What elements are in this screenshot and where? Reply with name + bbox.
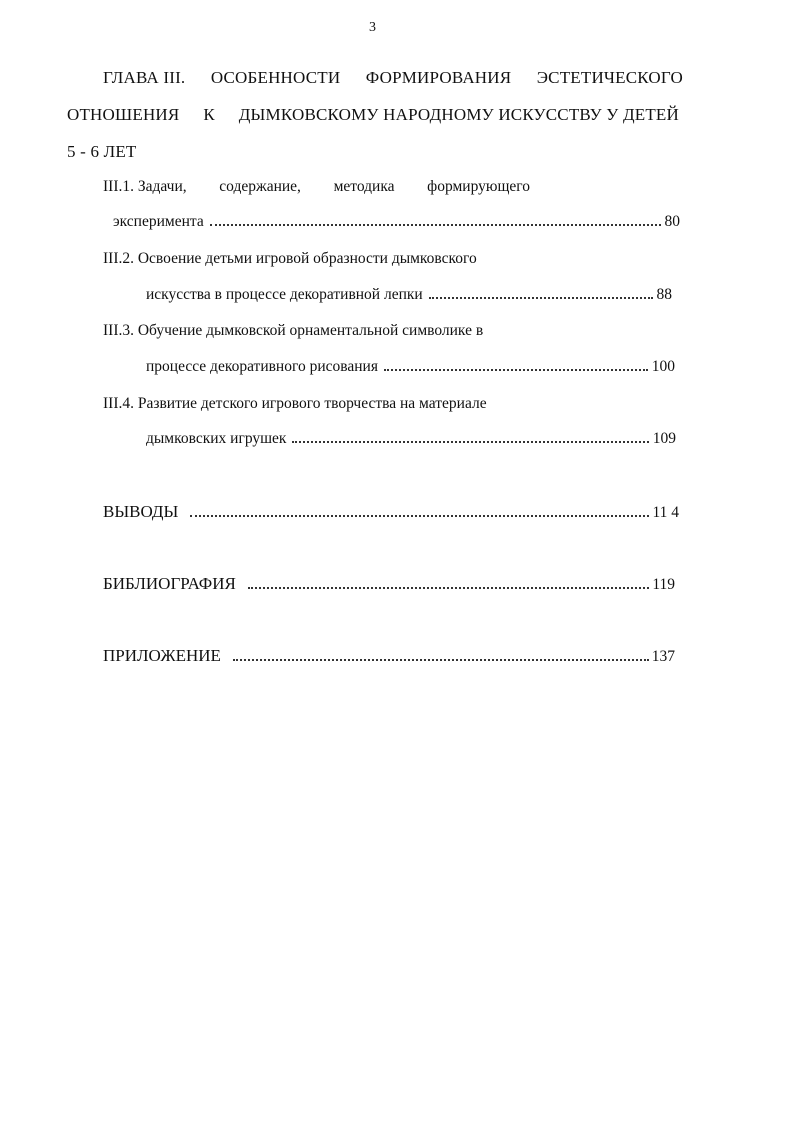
chapter-heading-line-3: 5 - 6 ЛЕТ: [67, 142, 137, 161]
dot-leader: [292, 440, 648, 443]
toc-continuation-text: процессе декоративного рисования: [146, 358, 378, 375]
toc-entry-title: III.4. Развитие детского игрового творчества на материале: [103, 395, 487, 412]
toc-continuation-text: дымковских игрушек: [146, 430, 287, 447]
toc-entry-continuation: [146, 286, 672, 304]
toc-major-entry-bibliography: [103, 574, 675, 594]
chapter-word: ДЫМКОВСКОМУ НАРОДНОМУ ИСКУССТВУ У ДЕТЕЙ: [238, 105, 679, 124]
chapter-word: К: [203, 105, 215, 124]
toc-major-entry-conclusions: [103, 502, 679, 522]
toc-title-word: III.1. Задачи,: [103, 178, 187, 195]
toc-major-label: ВЫВОДЫ: [103, 502, 179, 521]
toc-entry-continuation: [113, 213, 680, 231]
chapter-word: ЭСТЕТИЧЕСКОГО: [536, 68, 683, 87]
toc-title-word: формирующего: [427, 178, 530, 195]
dot-leader: [190, 514, 649, 517]
chapter-heading-line-2: [67, 105, 679, 125]
toc-title-word: методика: [333, 178, 395, 195]
toc-page-number: 119: [652, 576, 675, 593]
chapter-word: ГЛАВА III.: [103, 68, 186, 87]
toc-page-number: 100: [651, 358, 675, 375]
chapter-heading-line-1: [103, 68, 683, 88]
toc-entry-title: [103, 178, 530, 196]
dot-leader: [210, 223, 661, 226]
toc-entry-continuation: [146, 358, 675, 376]
toc-major-entry-appendix: [103, 646, 675, 666]
toc-major-label: БИБЛИОГРАФИЯ: [103, 574, 236, 593]
toc-page-number: 88: [656, 286, 672, 303]
toc-continuation-text: искусства в процессе декоративной лепки: [146, 286, 423, 303]
toc-entry-title: III.3. Обучение дымковской орнаментальной символике в: [103, 322, 484, 339]
toc-page-number: 11 4: [652, 504, 679, 521]
toc-entry-continuation: [146, 430, 676, 448]
toc-major-label: ПРИЛОЖЕНИЕ: [103, 646, 221, 665]
dot-leader: [233, 658, 649, 661]
dot-leader: [248, 586, 649, 589]
toc-page-number: 80: [664, 213, 680, 230]
toc-entry-title: III.2. Освоение детьми игровой образности дымковского: [103, 250, 477, 267]
toc-title-word: содержание,: [219, 178, 301, 195]
dot-leader: [429, 296, 653, 299]
toc-page-number: 137: [651, 648, 675, 665]
chapter-word: ОСОБЕННОСТИ: [210, 68, 341, 87]
chapter-word: ОТНОШЕНИЯ: [67, 105, 180, 124]
page-number: 3: [369, 20, 376, 35]
chapter-word: ФОРМИРОВАНИЯ: [365, 68, 512, 87]
toc-continuation-text: эксперимента: [113, 213, 204, 230]
toc-page-number: 109: [652, 430, 676, 447]
dot-leader: [384, 368, 648, 371]
